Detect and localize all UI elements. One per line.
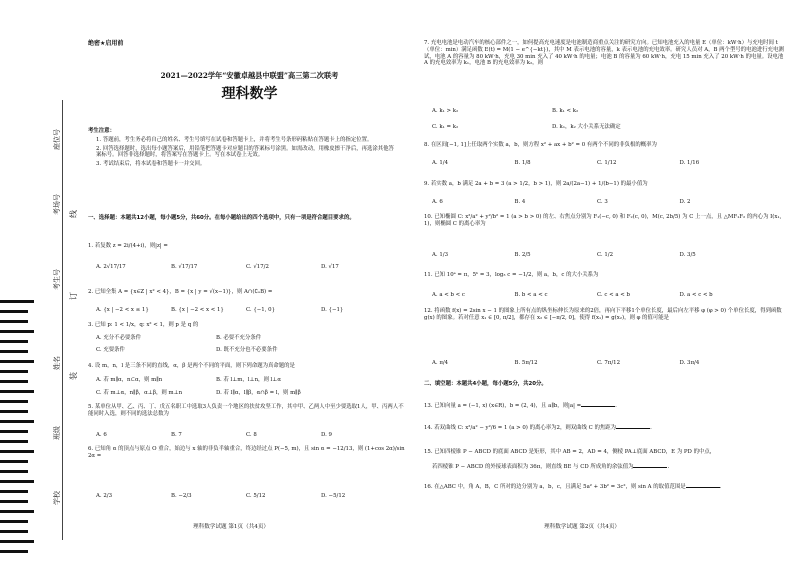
option: A. 6 — [96, 432, 107, 438]
exam-title: 2021—2022学年“安徽卓越县中联盟”高三第二次联考 — [160, 71, 339, 80]
question-13-text: 13. 已知向量 a = (−1, x) (x∈R)，b = (2, 4)，且 a∥b，则|a| = — [424, 403, 582, 409]
question-9-options — [432, 199, 762, 206]
question-7-options-row2 — [432, 124, 732, 131]
binding-stripe — [0, 420, 34, 423]
binding-stripe — [0, 470, 28, 473]
option: A. 充分不必要条件 — [96, 335, 142, 341]
binding-stripe — [0, 490, 28, 493]
class-label: 班级 — [53, 426, 61, 440]
exam-room-label: 考场号 — [53, 194, 61, 215]
notice-block — [88, 128, 398, 168]
staple-mark: 订 — [69, 292, 78, 300]
question-15-text-cont: 若四棱锥 P − ABCD 的外接球表面积为 36π，则直线 BE 与 CD 所成角的余弦值为 — [432, 463, 634, 470]
binding-stripe — [0, 310, 28, 313]
page-footer: 理科数学试题 第1页（共4页） — [193, 524, 270, 530]
option: A. a < b < c — [432, 292, 465, 298]
binding-line — [62, 100, 63, 540]
answer-blank — [616, 428, 650, 429]
option: A. 1/3 — [432, 252, 448, 258]
option: C. 1/2 — [597, 252, 614, 258]
binding-stripe — [0, 530, 28, 533]
option: C. c < a < b — [597, 292, 630, 298]
exam-page-2 — [424, 0, 784, 561]
option: C. k₁ = k₂ — [432, 124, 459, 130]
binding-stripe — [0, 450, 34, 453]
option: A. 若 m∥α，n⊂α，则 m∥n — [96, 377, 163, 383]
binding-stripe — [0, 440, 28, 443]
section-heading: 二、填空题：本题共4小题，每小题5分，共20分。 — [424, 381, 547, 387]
binding-stripe — [0, 400, 28, 403]
page-footer: 理科数学试题 第2页（共4页） — [544, 524, 621, 530]
name-label: 姓名 — [53, 356, 61, 370]
option: D. 既不充分也不必要条件 — [216, 347, 278, 353]
question-13: 13. 已知向量 a = (−1, x) (x∈R)，b = (2, 4)，且 a∥b，则|a| = . — [424, 403, 617, 409]
notice-item: 3. 考试结束后，将本试卷和答题卡一并交回。 — [96, 161, 206, 167]
notice-item: 2. 回答选择题时，选出每小题答案后，用铅笔把答题卡对应题目的答案标号涂黑。如需改动，用橡皮擦干净后，再选涂其他答案标号。回答非选择题时，将答案写在答题卡上。写在本试卷上无效。 — [96, 145, 394, 159]
option: C. 8 — [246, 432, 257, 438]
question-16: 16. 在△ABC 中，角 A，B，C 所对的边分别为 a，b，c，且满足 5a² + 3b² = 3c²，则 sin A 的取值范围是 . — [424, 484, 722, 490]
option: C. 1/12 — [597, 160, 617, 166]
option: C. 充要条件 — [96, 347, 125, 353]
binding-stripe — [0, 360, 34, 363]
option: D. 2 — [679, 199, 691, 205]
bind-mark: 装 — [69, 372, 78, 380]
question-4-options-row1 — [96, 377, 396, 384]
student-number-label: 考生号 — [53, 269, 61, 290]
option: B. 若 l⊥m，l⊥n，则 l⊥α — [216, 377, 281, 383]
subject-title: 理科数学 — [221, 86, 278, 102]
question-5: 5. 某单位从甲、乙、丙、丁、戊五名职工中选取3人负责一个地区的扶贫攻坚工作，其中甲、乙两人中至少要选取1人，甲、丙两人不能同时入选，则不同的选法总数为 — [88, 404, 404, 417]
option: B. k₁ < k₂ — [552, 108, 579, 114]
question-4: 4. 设 m，n，l 是三条不同的直线，α，β 是两个不同的平面，则下列命题为真命题的是 — [88, 363, 295, 369]
option: A. 6 — [432, 199, 443, 205]
question-9: 9. 若实数 a，b 满足 2a + b = 3 (a > 1/2，b > 1)，则 2a/(2a−1) + 1/(b−1) 的最小值为 — [424, 181, 648, 187]
seat-number-label: 座位号 — [53, 129, 61, 150]
question-14-text: 14. 若双曲线 C: x²/a² − y²/6 = 1 (a > 0) 的离心率为2，则双曲线 C 的焦距为 — [424, 425, 617, 431]
section-heading: 一、选择题：本题共12小题，每小题5分，共60分。在每小题给出的四个选项中，只有一项是符合题目要求的。 — [88, 215, 355, 221]
option: C. 3 — [597, 199, 608, 205]
option: D. {−1} — [321, 307, 344, 313]
option: A. π/4 — [432, 360, 449, 366]
binding-stripe — [0, 380, 28, 383]
question-15-text: 15. 已知四棱锥 P − ABCD 的底面 ABCD 是矩形，其中 AB = 2，AD = 4，侧棱 PA⊥底面 ABCD，E 为 PD 的中点， — [424, 449, 716, 455]
question-8-options — [432, 160, 762, 167]
question-2-options — [96, 307, 396, 314]
option: B. {x | −2 < x < 1} — [171, 307, 224, 313]
binding-stripe — [0, 320, 28, 323]
question-10: 10. 已知椭圆 C: x²/a² + y²/b² = 1 (a > b > 0) 的左、右焦点分别为 F₁(−c, 0) 和 F₂(c, 0)，M(c, 2b/5) 为 C 上一点，且 △MF₁F₂ 的内心为 I(x₁, 1)，则椭圆 C 的离心率为 — [424, 214, 782, 227]
option: A. k₁ > k₂ — [432, 108, 459, 114]
question-3-options-row1 — [96, 335, 396, 342]
option: C. 若 m⊥α，n∥β，α⊥β，则 m⊥n — [96, 390, 183, 396]
option: B. 1/8 — [514, 160, 531, 166]
question-12-options — [432, 360, 762, 367]
question-15: 15. 已知四棱锥 P − ABCD 的底面 ABCD 是矩形，其中 AB = 2，AD = 4，侧棱 PA⊥底面 ABCD，E 为 PD 的中点， 若四棱锥 P − ABCD 的外接球表面积为 36π，则直线 BE 与 CD 所成角的余弦值为 . — [424, 449, 784, 471]
option: D. k₁，k₂ 大小关系无法确定 — [552, 124, 621, 130]
option: D. 3/5 — [679, 252, 696, 258]
option: B. b < a < c — [514, 292, 548, 298]
question-10-options — [432, 252, 762, 259]
option: C. 5/12 — [246, 493, 266, 499]
option: A. {x | −2 < x ≤ 1} — [96, 307, 149, 313]
option: B. 必要不充分条件 — [216, 335, 262, 341]
question-16-text: 16. 在△ABC 中，角 A，B，C 所对的边分别为 a，b，c，且满足 5a² + 3b² = 3c²，则 sin A 的取值范围是 — [424, 484, 686, 490]
question-3-options-row2 — [96, 347, 396, 354]
option: D. a < c < b — [679, 292, 713, 298]
binding-stripe — [0, 460, 28, 463]
option: B. 5π/12 — [514, 360, 538, 366]
binding-stripe — [0, 550, 28, 553]
question-12: 12. 将函数 f(x) = 2sin x − 1 的图象上所有点的纵坐标伸长为原来的2倍，再向下平移1个单位长度，最后向左平移 φ (φ > 0) 个单位长度，得到函数 g(x) 的图象。若对任意 x₁ ∈ [0, π/2]，都存在 x₂ ∈ [−π/2, 0]，使得 f(x₁) = g(x₂)，则 φ 的值可能是 — [424, 308, 782, 321]
binding-stripes — [0, 0, 34, 561]
binding-stripe — [0, 540, 34, 543]
binding-stripe — [0, 510, 34, 513]
option: D. 1/16 — [679, 160, 700, 166]
binding-stripe — [0, 340, 28, 343]
binding-area — [40, 0, 86, 561]
question-1-options — [96, 264, 396, 271]
question-1: 1. 若复数 z = 2i/(4+i)，则|z| = — [88, 243, 168, 249]
option: B. 2/5 — [514, 252, 531, 258]
option: C. 7π/12 — [597, 360, 621, 366]
question-7-options-row1 — [432, 108, 732, 115]
binding-stripe — [0, 480, 34, 483]
confidential-mark: 绝密★启用前 — [88, 40, 124, 47]
question-6-options — [96, 493, 396, 500]
option: C. √17/2 — [246, 264, 269, 270]
question-7: 7. 充电电池是电动汽车的核心部件之一，如何提高充电速度是电池制造商重点关注的研究方向。已知电池充入的电量 E（单位：kW·h）与充电时间 t（单位：min）满足函数 E(t) = M(1 − e^{−kt})，其中 M 表示电池的容量，k 表示电池的充电效率。研究人员对 A，B 两个型号的电池进行充电测试，电池 A 的容量为 80 kW·h，充电 30 min 充入了 40 kW·h 的电量；电池 B 的容量为 60 kW·h，充电 15 min 充入了 20 kW·h 的电量。设电池 A 的充电效率为 k₁，电池 B 的充电效率为 k₂，则 — [424, 40, 784, 67]
exam-page-1 — [88, 0, 411, 561]
option: A. 2√17/17 — [96, 264, 126, 270]
notice-item: 1. 答题前，考生务必将自己的姓名、考生号填写在试卷和答题卡上，并将考生号条形码粘贴在答题卡上的指定位置。 — [96, 136, 373, 143]
school-label: 学校 — [53, 491, 61, 505]
binding-stripe — [0, 300, 34, 303]
option: D. −5/12 — [321, 493, 346, 499]
option: B. √17/17 — [171, 264, 198, 270]
question-6: 6. 已知角 α 的顶点与原点 O 重合，始边与 x 轴的非负半轴重合，终边经过点 P(−5, m)，且 sin α = −12/13，则 (1+cos 2α)/sin 2α = — [88, 446, 405, 459]
binding-stripe — [0, 370, 28, 373]
question-11: 11. 已知 10ᵃ = π，5ᵇ = 3，log₃ c = −1/2，则 a，b，c 的大小关系为 — [424, 272, 599, 278]
option: B. −2/3 — [171, 493, 192, 499]
option: A. 2/3 — [96, 493, 112, 499]
answer-blank — [581, 406, 615, 407]
question-11-options — [432, 292, 762, 299]
question-8: 8. 在区间[−1, 1]上任取两个实数 a，b，则方程 x² + ax + b² = 0 有两个不同的非负根的概率为 — [424, 142, 657, 148]
answer-blank — [686, 487, 720, 488]
binding-stripe — [0, 430, 28, 433]
option: D. 若 l∥α，l∥β，α∩β = l，则 m∥β — [216, 390, 301, 396]
question-4-options-row2 — [96, 390, 396, 397]
notice-heading: 考生注意： — [88, 128, 115, 134]
question-5-options — [96, 432, 396, 439]
line-mark: 线 — [69, 210, 78, 218]
question-14: 14. 若双曲线 C: x²/a² − y²/6 = 1 (a > 0) 的离心率为2，则双曲线 C 的焦距为 . — [424, 425, 652, 431]
binding-stripe — [0, 350, 28, 353]
binding-stripe — [0, 500, 28, 503]
option: D. √17 — [321, 264, 339, 270]
answer-blank — [633, 467, 667, 468]
option: D. 3π/4 — [679, 360, 700, 366]
binding-stripe — [0, 410, 28, 413]
binding-stripe — [0, 390, 34, 393]
option: C. {−1, 0} — [246, 307, 276, 313]
binding-stripe — [0, 520, 28, 523]
option: B. 4 — [514, 199, 526, 205]
option: B. 7 — [171, 432, 182, 438]
option: A. 1/4 — [432, 160, 448, 166]
question-3: 3. 已知 p: 1 < 1/x，q: x² < 1，则 p 是 q 的 — [88, 322, 199, 328]
question-2: 2. 已知全集 A = {x∈Z | x² < 4}，B = {x | y = √(x−1)}，则 A∩(∁ᵤB) = — [88, 289, 273, 295]
option: D. 9 — [321, 432, 332, 438]
binding-stripe — [0, 330, 34, 333]
